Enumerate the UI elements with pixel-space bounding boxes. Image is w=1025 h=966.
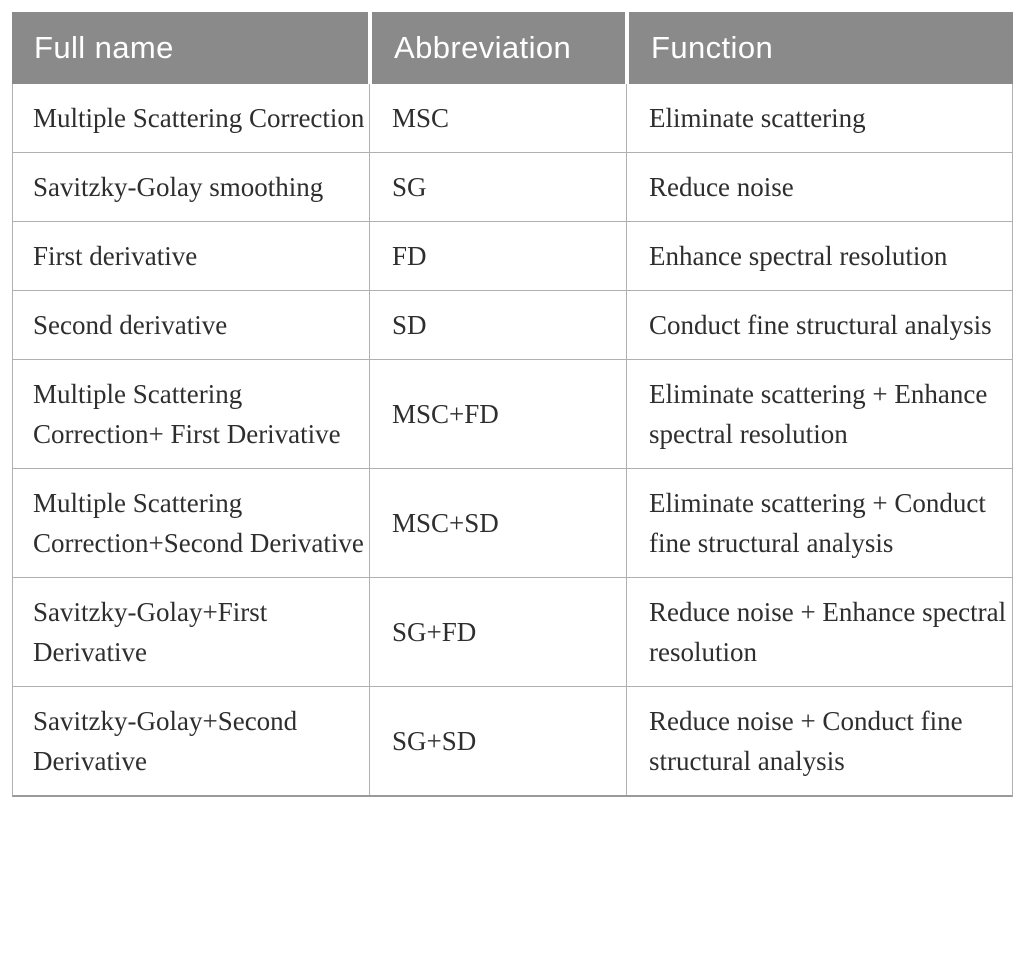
table-row xyxy=(13,359,1012,468)
preprocessing-methods-table xyxy=(12,12,1013,797)
header-cell-full-name: Full name xyxy=(12,12,368,84)
cell-full-name: Second derivative xyxy=(33,310,228,340)
cell-function: Reduce noise + Conduct fine structural analysis xyxy=(626,687,1014,795)
cell-abbreviation: SG xyxy=(369,153,626,221)
cell-function: Eliminate scattering + Enhance spectral resolution xyxy=(626,360,1014,468)
cell-abbreviation: SG+FD xyxy=(369,578,626,686)
cell-full-name: Savitzky-Golay smoothing xyxy=(33,172,324,202)
cell-abbreviation: MSC xyxy=(369,84,626,152)
table-row xyxy=(13,221,1012,290)
header-cell-abbreviation: Abbreviation xyxy=(368,12,625,84)
table-row xyxy=(13,290,1012,359)
cell-full-name: Multiple Scattering Correction+ First Derivative xyxy=(33,379,341,449)
table-row xyxy=(13,577,1012,686)
cell-function: Reduce noise + Enhance spectral resolution xyxy=(626,578,1014,686)
cell-full-name: Savitzky-Golay+Second Derivative xyxy=(33,706,298,776)
table-row xyxy=(13,152,1012,221)
cell-full-name: First derivative xyxy=(33,241,198,271)
cell-function: Reduce noise xyxy=(626,153,1014,221)
table-row xyxy=(13,468,1012,577)
cell-function: Conduct fine structural analysis xyxy=(626,291,1014,359)
cell-abbreviation: FD xyxy=(369,222,626,290)
cell-abbreviation: MSC+SD xyxy=(369,469,626,577)
cell-function: Eliminate scattering xyxy=(626,84,1014,152)
cell-abbreviation: SG+SD xyxy=(369,687,626,795)
cell-full-name: Multiple Scattering Correction+Second Derivative xyxy=(33,488,364,558)
table-row xyxy=(13,84,1012,152)
cell-full-name: Multiple Scattering Correction xyxy=(33,103,365,133)
cell-abbreviation: MSC+FD xyxy=(369,360,626,468)
cell-function: Enhance spectral resolution xyxy=(626,222,1014,290)
cell-abbreviation: SD xyxy=(369,291,626,359)
cell-function: Eliminate scattering + Conduct fine structural analysis xyxy=(626,469,1014,577)
table-row xyxy=(13,686,1012,795)
cell-full-name: Savitzky-Golay+First Derivative xyxy=(33,597,268,667)
header-cell-function: Function xyxy=(625,12,1013,84)
table-header-row xyxy=(12,12,1013,84)
